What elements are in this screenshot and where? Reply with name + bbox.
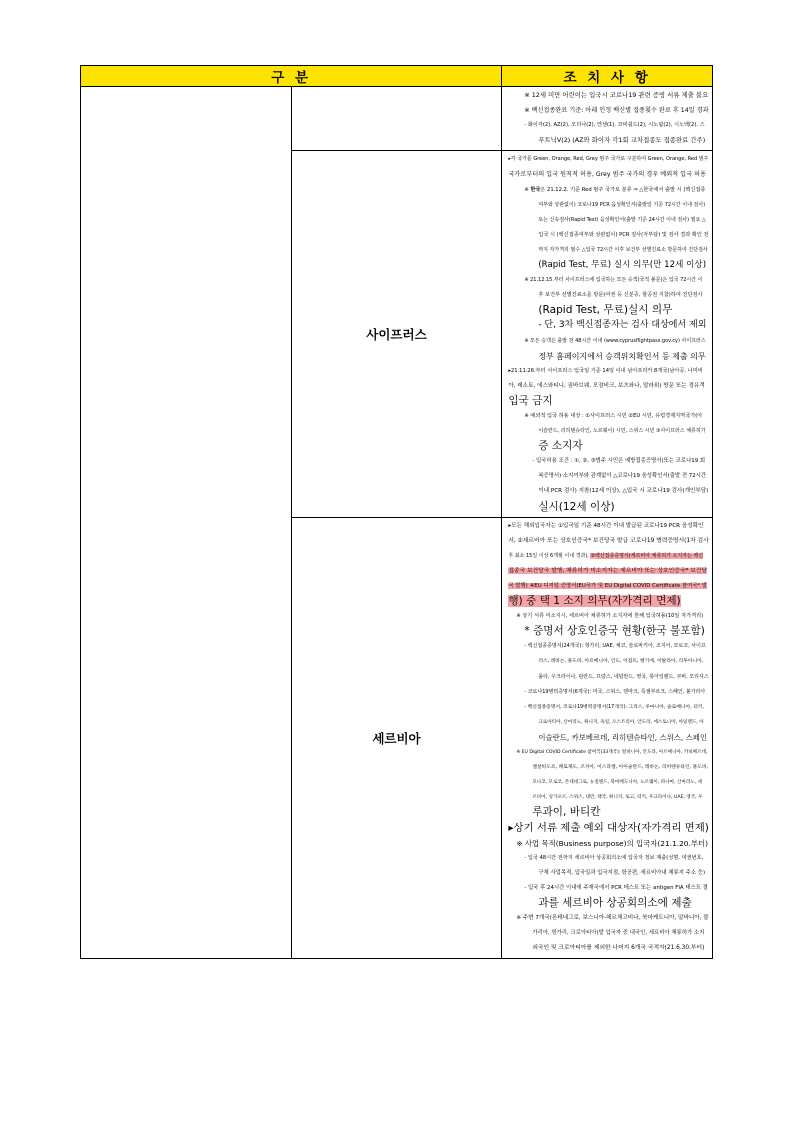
continued-content xyxy=(502,87,713,151)
content-line: - 백신접종증명서(24개국): 헝가리, UAE, 체코, 슬로바키아, 조지아, 모로코, 사이프 xyxy=(524,643,706,650)
content-line: ※ 사업 목적(Business purpose)의 입국자(21.1.20.부터) xyxy=(516,838,709,848)
content-line: - 백신접종증명서, 코로나19병력증명서(17개국): 그리스, 루마니아, 슬로베니아, 터키, xyxy=(524,704,705,710)
content-line: - 단, 3차 백신접종자는 검사 대상에서 제외 xyxy=(538,320,707,331)
header-category: 구 분 xyxy=(81,66,502,87)
content-line: ※ 주변 7개국(몬테네그로, 보스니아-헤르체고비나, 북마케도니아, 알바니아, 불 xyxy=(516,915,709,922)
row-continued xyxy=(81,87,713,151)
korea-label: 한국 xyxy=(530,186,541,193)
country-name-serbia: 세르비아 xyxy=(291,517,502,959)
content-line: ※ 예외적 입국 허용 대상 : ①사이프러스 시민 ②EU 시민, 유럽경제지역국가(아 xyxy=(524,412,703,419)
content-line: 또는 신속검사(Rapid Test) 음성확인서(출발 기준 24시간 이내 검사) 필요 △ xyxy=(538,216,706,223)
highlighted-text: 접종국 보건당국 발행, 체류허가 미소지자는 세르비아 또는 상호인증국* 보건당 xyxy=(508,567,707,574)
content-line xyxy=(508,564,708,579)
content-line: 크로아티아, 산마리노, 튀니지, 독일, 오스트리아, 안도라, 에스토니아, 아일랜드, 아 xyxy=(538,719,704,725)
content-line: 르비아, 싱가포르, 스위스, 대만, 태국, 튀니지, 토고, 터키, 우크라이나, UAE, 영국, 우 xyxy=(532,795,703,801)
content-line xyxy=(508,579,708,594)
content-line: 외국인 및 크로아티아를 제외한 나머지 6개국 국적자(21.6.30.부터) xyxy=(532,945,705,952)
content-line: 엘살바도르, 페로제도, 조지아, 이스라엘, 아이슬란드, 레바논, 리히텐슈타인, 몰도바, xyxy=(532,765,709,771)
highlight-start-line: 후 최소 15일 이상 6개월 이내 경과), ③백신접종증명서(세르비아 체류허가 소지자는 백신 xyxy=(508,552,704,559)
content-line: - 화이자(2), AZ(2), 모더나(2), 얀센(1), 코비쉴드(2), 시노팜(2), 시노백(2), 스 xyxy=(524,122,705,129)
content-line: 증 소지자 xyxy=(538,440,583,453)
content-line: 정부 홈페이지에서 승객위치확인서 등 제출 의무 xyxy=(538,351,706,361)
content-line: 입국 시 (백신접종여부와 상관없이) PCR 검사(자부담) 및 검사 결과 확인 전 xyxy=(538,231,709,238)
content-line: 실시(12세 이상) xyxy=(538,500,615,513)
content-line: 이슬란드, 리히텐슈타인, 노르웨이) 시민, 스위스 시민 ③사이프러스 체류허가 xyxy=(538,428,706,435)
content-line: ▸모든 해외입국자는 ①입국일 기준 48시간 이내 발급된 코로나19 PCR 음성확인 xyxy=(508,522,704,529)
content-line: (Rapid Test, 무료) 실시 의무(만 12세 이상) xyxy=(538,260,707,271)
content-line: 과를 세르비아 상공회의소에 제출 xyxy=(538,896,692,909)
content-line: 러스, 레바논, 몰도바, 아르메니아, 인도, 이집트, 벨기에, 이탈리아, 리투아니아, xyxy=(538,659,704,665)
table-header-row xyxy=(81,66,713,87)
content-line: - 코로나19병력증명서(6개국): 미국, 스위스, 덴마크, 룩셈부르크, 스페인, 불가리아 xyxy=(524,688,706,695)
content-line: 이내 PCR 검사) 지참(12세 이상), △입국 시 코로나19 검사(개인부담) xyxy=(538,488,709,495)
content-line: ▸21.11.26.부터 사이프러스 입국일 기준 14일 이내 남아프리카 8개국(남아공, 나미비 xyxy=(508,367,703,374)
content-line: ※ 12세 미만 어린이는 입국시 코로나19 관련 증빙 서류 제출 불요 xyxy=(524,91,709,99)
content-line: 서, ②세르비아 또는 상호인증국* 보건당국 발급 코로나19 병력증명서(1차 검사 xyxy=(508,537,709,544)
content-line: 국가로부터의 입국 원칙적 허용, Grey 범주 국가의 경우 예외적 입국 허용 xyxy=(508,171,706,179)
content-line: 가리아, 헝가리, 크로아티아)발 입국자 중 내국인, 세르비아 체류허가 소지 xyxy=(532,930,705,937)
highlighted-text: 국 발행) ④EU 디지털 증명서(EU국가 및 EU Digital COVID Certificate 참여국* 발 xyxy=(508,583,708,589)
content-line: - 입국 후 24시간 이내에 주재국에서 PCR 테스트 또는 antigen FIA 테스트 결 xyxy=(524,884,708,891)
content-line: 이슬란드, 카보베르데, 리히텐슈타인, 스위스, 스페인 xyxy=(538,732,708,742)
content-line: 푸트닉V(2) (AZ와 화이자 각1회 교차접종도 접종완료 간주) xyxy=(538,136,706,145)
content-line: 모나코, 모로코, 몬테네그로, 뉴질랜드, 북마케도니아, 노르웨이, 파나마, 산마리노, 세 xyxy=(532,780,703,786)
serbia-content xyxy=(502,517,713,959)
content-line: 아, 레소토, 에스와티니, 짐바브웨, 모잠비크, 보츠와나, 말라위) 방문 또는 경유객 xyxy=(508,382,705,389)
korea-line: ※ 한국은 21.12.2. 기준 Red 범주 국가로 분류 ⇒ △한국에서 출발 시 (백신접종 xyxy=(524,186,706,193)
highlighted-text: 행) 중 택 1 소지 의무(자가격리 면제) xyxy=(508,595,681,608)
content-line: 몰타, 우크라이나, 핀란드, 프랑스, 네덜란드, 영국, 북아일랜드, 쿠바, 모리셔스 xyxy=(538,673,709,680)
content-line: ▸상기 서류 제출 예외 대상자(자가격리 면제) xyxy=(508,821,709,834)
content-line xyxy=(508,594,708,609)
content-line: ※ 백신접종완료 기준: 아래 인정 백신별 접종횟수 완료 후 14일 경과 xyxy=(524,107,709,115)
content-line: * 증명서 상호인증국 현황(한국 불포함) xyxy=(524,625,705,638)
content-line: 구체 사업목적, 입국일과 입국지점, 항공편, 세르비아내 체류지 주소 등) xyxy=(538,869,706,876)
content-line: ※ 상기 서류 미소지시, 세르비아 체류허가 소지자에 한해 입국허용(10일 자가격리) xyxy=(516,613,704,620)
content-line: - 입국 48시간 전까지 세르비아 상공회의소에 입국자 정보 제출(성명, 여권번호, xyxy=(524,854,704,861)
content-line: 후 보건부 선별진료소를 방문(여권 등 신분증, 항공권 지참)하여 진단검사 xyxy=(538,292,703,299)
content-line: 복증명서) 소지여부와 관계없이 △코로나19 음성확인서(출발 전 72시간 xyxy=(538,473,707,480)
content-line: 까지 자가격리 필수 △입국 72시간 이후 보건부 선별진료소 방문하여 진단검사 xyxy=(538,246,708,253)
content-line: ※ EU Digital COVID Certificate 참여국(33개국): 알바니아, 안도라, 아르메니아, 카보베르데, xyxy=(516,750,708,756)
cyprus-content xyxy=(502,151,713,517)
country-cell-empty xyxy=(291,87,502,151)
content-line: ※ 21.12.15.부터 사이프러스에 입국하는 모든 승객(국적 불문)은 입국 72시간 이 xyxy=(524,277,703,284)
content-line: 여부와 상관없이) 코로나19 PCR 음성확인서(출발일 기준 72시간 이내 검사) xyxy=(538,201,706,208)
country-name-cyprus: 사이프러스 xyxy=(291,151,502,517)
content-line: ▸각 국가를 Green, Orange, Red, Grey 범주 국가로 구분하여 Green, Orange, Red 범주 xyxy=(508,156,709,163)
measures-table xyxy=(80,65,713,959)
content-line: 입국 금지 xyxy=(508,394,553,407)
content-line: (Rapid Test, 무료)실시 의무 xyxy=(538,304,673,317)
region-cell xyxy=(81,87,292,959)
content-line: - 입국허용 조건 : ①, ②, ③범주 시민은 예방접종증명서(또는 코로나19 회 xyxy=(532,458,706,465)
content-line: 루과이, 바티칸 xyxy=(532,806,601,819)
header-measures: 조 치 사 항 xyxy=(502,66,713,87)
highlighted-text: ③백신접종증명서(세르비아 체류허가 소지자는 백신 xyxy=(590,552,704,559)
content-line: ※ 모든 승객은 출발 전 48시간 이내 (www.cyprusflightpass.gov.cy) 사이프러스 xyxy=(524,337,706,344)
